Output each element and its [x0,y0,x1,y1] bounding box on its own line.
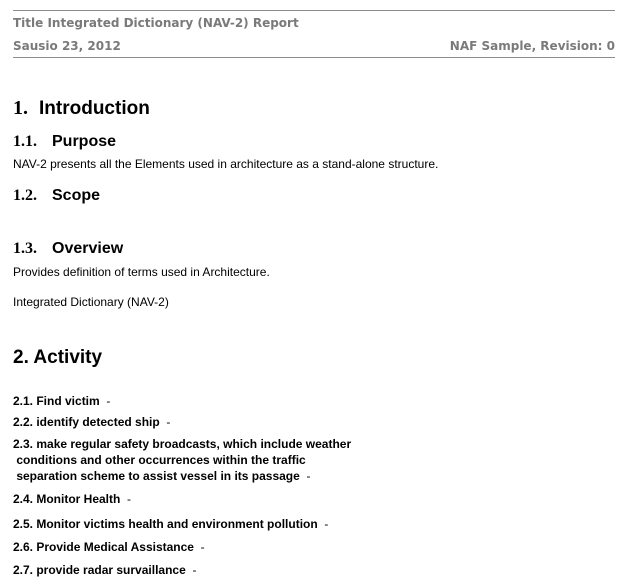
activity-dash: - [306,469,311,483]
heading-overview [13,240,123,258]
purpose-text: NAV-2 presents all the Elements used in architecture as a stand-alone structure. [13,157,439,171]
heading-text: Purpose [52,133,117,150]
report-date: Sausio 23, 2012 [13,39,121,53]
activity-label: 2.6. Provide Medical Assistance [13,540,194,554]
list-item [13,516,328,532]
list-item [13,414,170,430]
heading-number: 1.1. [13,133,37,150]
activity-label: 2.7. provide radar survaillance [13,563,186,577]
activity-label: 2.4. Monitor Health [13,492,121,506]
heading-number: 1.3. [13,240,37,257]
heading-number: 1.2. [13,187,37,204]
heading-text: Introduction [39,98,150,119]
overview-text: Provides definition of terms used in Architecture. [13,265,270,279]
activity-label: 2.1. Find victim [13,394,100,408]
heading-text: Overview [52,240,124,257]
page-header [13,10,615,58]
activity-label: 2.2. identify detected ship [13,415,160,429]
heading-introduction [13,97,150,120]
heading-purpose [13,133,116,151]
activity-label: 2.5. Monitor victims health and environment pollution [13,517,318,531]
report-title: Title Integrated Dictionary (NAV-2) Report [13,16,299,30]
activity-dash: - [192,563,197,577]
heading-text: Scope [52,187,101,204]
list-item [13,562,196,578]
report-revision: NAF Sample, Revision: 0 [449,39,615,53]
activity-dash: - [127,492,132,506]
activity-dash: - [200,540,205,554]
overview-subtitle: Integrated Dictionary (NAV-2) [13,295,169,309]
activity-dash: - [324,517,329,531]
activity-label: 2.3. make regular safety broadcasts, which include weather conditions and other occurrences within the traffic separation scheme to assist vessel in its passage [13,437,352,483]
list-item [13,491,131,507]
activity-dash: - [166,415,171,429]
list-item [13,436,351,484]
heading-scope [13,187,100,205]
heading-activity: 2. Activity [13,347,103,368]
list-item [13,539,205,555]
heading-number: 1. [13,97,28,119]
list-item [13,393,110,409]
activity-dash: - [106,394,111,408]
